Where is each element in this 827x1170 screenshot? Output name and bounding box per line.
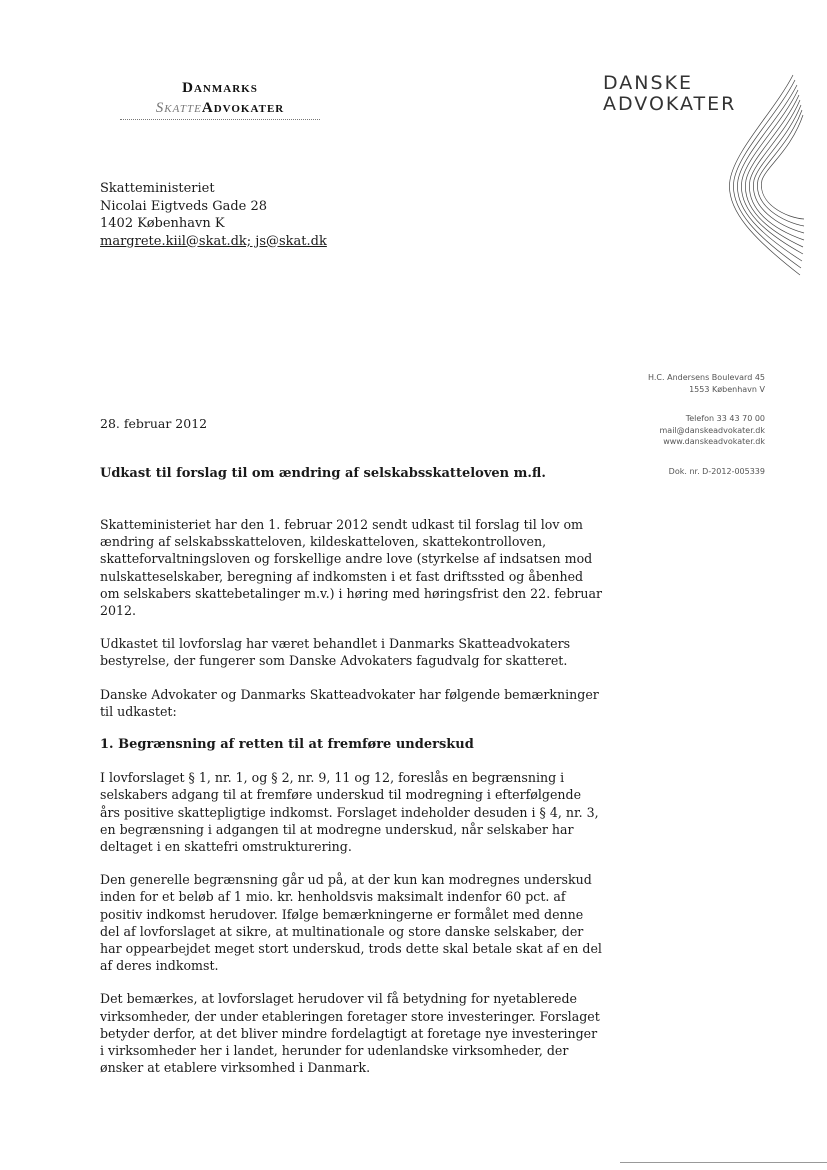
sender-contact-block — [648, 372, 765, 477]
letter-subject: Udkast til forslag til om ændring af selskabsskatteloven m.fl. — [100, 466, 546, 481]
paragraph-4: I lovforslaget § 1, nr. 1, og § 2, nr. 9, 11 og 12, foreslås en begrænsning i selskabers adgang til at fremføre underskud til modregning i efterfølgende års positive skattepligtige indkomst. Forslaget indeholder desuden i § 4, nr. 3, en begrænsning i adgangen til at modregne underskud, når selskaber har deltaget i en skattefri omstrukturering. — [100, 770, 599, 855]
sender-email: mail@danskeadvokater.dk — [659, 425, 765, 435]
logo-da-line-1: DANSKE — [603, 72, 694, 94]
logo-line-2 — [115, 100, 325, 117]
document-number: Dok. nr. D-2012-005339 — [668, 466, 765, 476]
recipient-address — [100, 180, 327, 250]
section-heading-1: 1. Begrænsning af retten til at fremføre underskud — [100, 737, 474, 753]
recipient-city: 1402 København K — [100, 216, 225, 231]
sender-street: H.C. Andersens Boulevard 45 — [648, 373, 765, 382]
danmarks-skatteadvokater-logo — [115, 80, 325, 120]
paragraph-6: Det bemærkes, at lovforslaget herudover vil få betydning for nyetablerede virksomheder, der under etableringen foretager store investeringer. Forslaget betyder derfor, at det bliver mindre fordelagtigt at foretage nye investeringer i virksomheder her i landet, herunder for udenlandske virksomheder, der ønsker at etablere virksomhed i Danmark. — [100, 991, 600, 1076]
recipient-name: Skatteministeriet — [100, 181, 215, 196]
paragraph-3: Danske Advokater og Danmarks Skatteadvokater har følgende bemærkninger til udkastet: — [100, 686, 599, 719]
logo-underline — [120, 119, 320, 120]
paragraph-1: Skatteministeriet har den 1. februar 2012 sendt udkast til forslag til lov om ændring af selskabsskatteloven, kildeskatteloven, skattekontrolloven, skatteforvaltningsloven og forskellige andre love (styrkelse af indsatsen mod nulskatteselskaber, beregning af indkomsten i et fast driftssted og åbenhed om selskabers skattebetalinger m.v.) i høring med høringsfrist den 22. februar 2012. — [100, 517, 603, 619]
logo-line-1: Danmarks — [182, 80, 258, 96]
sender-phone: Telefon 33 43 70 00 — [685, 414, 765, 423]
letter-body — [100, 516, 605, 1092]
recipient-street: Nicolai Eigtveds Gade 28 — [100, 198, 268, 214]
logo-line-2-faint: Skatte — [155, 100, 202, 116]
recipient-emails[interactable]: margrete.kiil@skat.dk; js@skat.dk — [100, 233, 327, 249]
danske-advokater-swoosh-logo-icon — [715, 70, 805, 285]
logo-da-line-2: ADVOKATER — [603, 93, 737, 115]
footer-rule — [620, 1162, 827, 1163]
paragraph-2: Udkastet til lovforslag har været behandlet i Danmarks Skatteadvokaters bestyrelse, der fungerer som Danske Advokaters fagudvalg for skatteret. — [100, 636, 571, 669]
sender-web: www.danskeadvokater.dk — [663, 437, 765, 446]
paragraph-5: Den generelle begrænsning går ud på, at der kun kan modregnes underskud inden for et beløb af 1 mio. kr. henholdsvis maksimalt indenfor 60 pct. af positiv indkomst herudover. Ifølge bemærkningerne er formålet med denne del af lovforslaget at sikre, at multinationale og store danske selskaber, der har oppearbejdet meget stort underskud, trods dette skal betale skat af en del af deres indkomst. — [100, 872, 602, 974]
logo-line-2-bold: Advokater — [201, 100, 285, 116]
sender-city: 1553 København V — [689, 384, 765, 394]
letter-date: 28. februar 2012 — [100, 416, 208, 431]
